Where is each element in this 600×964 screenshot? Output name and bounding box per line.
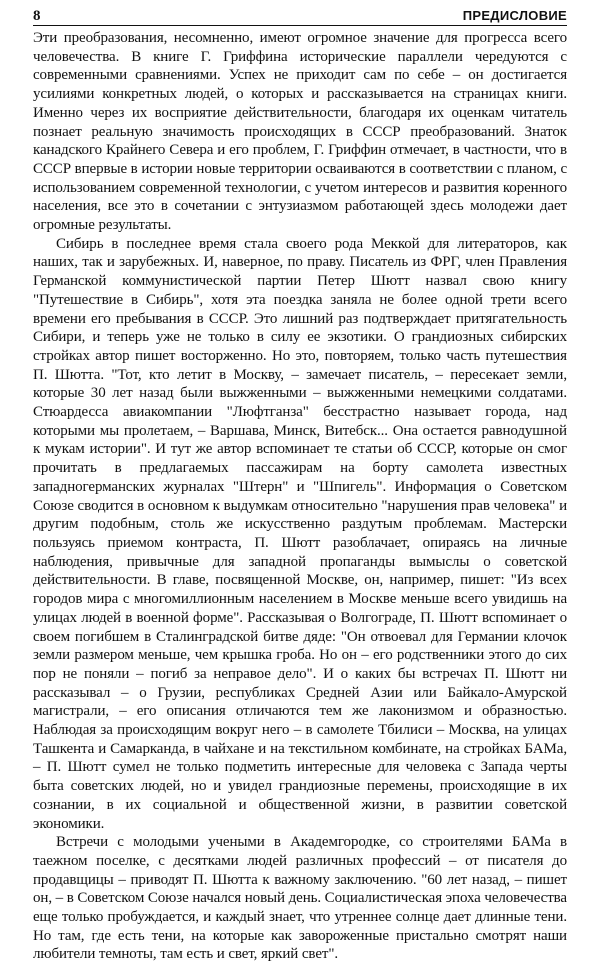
book-page	[33, 8, 567, 964]
paragraph-2: Сибирь в последнее время стала своего рода Меккой для литераторов, как наших, так и зарубежных. И, наверное, по праву. Писатель из ФРГ, член Правления Германской коммунистической партии Петер Шютт назвал свою книгу "Путешествие в Сибирь", хотя эта поездка заняла не более одной трети всего времени его пребывания в СССР. Это лишний раз подтверждает притягательность Сибири, и теперь уже не только в силу ее экзотики. О грандиозных сибирских стройках автор пишет восторженно. Но это, повторяем, только часть путешествия П. Шютта. "Тот, кто летит в Москву, – замечает писатель, – пересекает земли, которые 30 лет назад были выжженными – выжженными немецкими солдатами. Стюардесса авиакомпании "Люфтганза" бесстрастно называет города, над которыми мы пролетаем, – Варшава, Минск, Витебск... Она остается равнодушной к мукам истории". И тут же автор вспоминает те статьи об СССР, которые он смог прочитать в предлагаемых пассажирам на борту самолета известных западногерманских журналах "Штерн" и "Шпигель". Информация о Советском Союзе сводится в основном к выдумкам относительно "нарушения прав человека" и другим подобным, столь же искусственно раздутым проблемам. Мастерски пользуясь приемом контраста, П. Шютт разоблачает, опираясь на личные наблюдения, привычные для западной пропаганды вымыслы о советской действительности. В главе, посвященной Москве, он, например, пишет: "Из всех городов мира с многомиллионным населением в Москве меньше всего увидишь на улицах людей в военной форме". Рассказывая о Волгограде, П. Шютт вспоминает о своем погибшем в Сталинградской битве дяде: "Он отвоевал для Германии клочок земли размером меньше, чем крышка гроба. Но он – его родственники этого до сих пор не поняли – погиб за неправое дело". И о каких бы встречах П. Шютт ни рассказывал – о Грузии, республиках Средней Азии или Байкало-Амурской магистрали, – его описания отличаются тем же лаконизмом и образностью. Наблюдая за происходящим вокруг него – в самолете Тбилиси – Москва, на улицах Ташкента и Самарканда, в чайхане и на текстильном комбинате, на стройках БАМа, – П. Шютт сумел не только подметить интересные для человека с Запада черты быта советских людей, но и увидел грандиозные перемены, происходящие в их сознании, в их социальной и общественной жизни, в развитии советской экономики.	[33, 235, 567, 832]
section-title: ПРЕДИСЛОВИЕ	[462, 8, 567, 23]
page-number: 8	[33, 8, 41, 24]
running-head	[33, 8, 567, 26]
paragraph-3: Встречи с молодыми учеными в Академгородке, со строителями БАМа в таежном поселке, с десятками людей различных профессий – от писателя до продавщицы – приводят П. Шютта к важному заключению. "60 лет назад, – пишет он, – в Советском Союзе начался новый день. Социалистическая эпоха человечества еще только пробуждается, и каждый знает, что утреннее солнце дает длинные тени. Но там, где есть тени, на которые как завороженные пристально смотрят наши любители темноты, там есть и свет, яркий свет".	[33, 834, 567, 963]
body-text	[33, 29, 567, 964]
paragraph-1: Эти преобразования, несомненно, имеют огромное значение для прогресса всего человечества. В книге Г. Гриффина исторические параллели чередуются с современными сравнениями. Успех не приходит сам по себе – он достигается усилиями конкретных людей, о которых и рассказывается на страницах книги. Именно через их восприятие действительности, благодаря их оценкам читатель познает реальную значимость происходящих в СССР преобразований. Знаток канадского Крайнего Севера и его проблем, Г. Гриффин отмечает, в частности, что в СССР впервые в истории новые территории осваиваются в соответствии с планом, с использованием современной технологии, с учетом интересов и развития коренного населения, все это в сочетании с энтузиазмом работающей здесь молодежи дает огромные результаты.	[33, 30, 567, 234]
